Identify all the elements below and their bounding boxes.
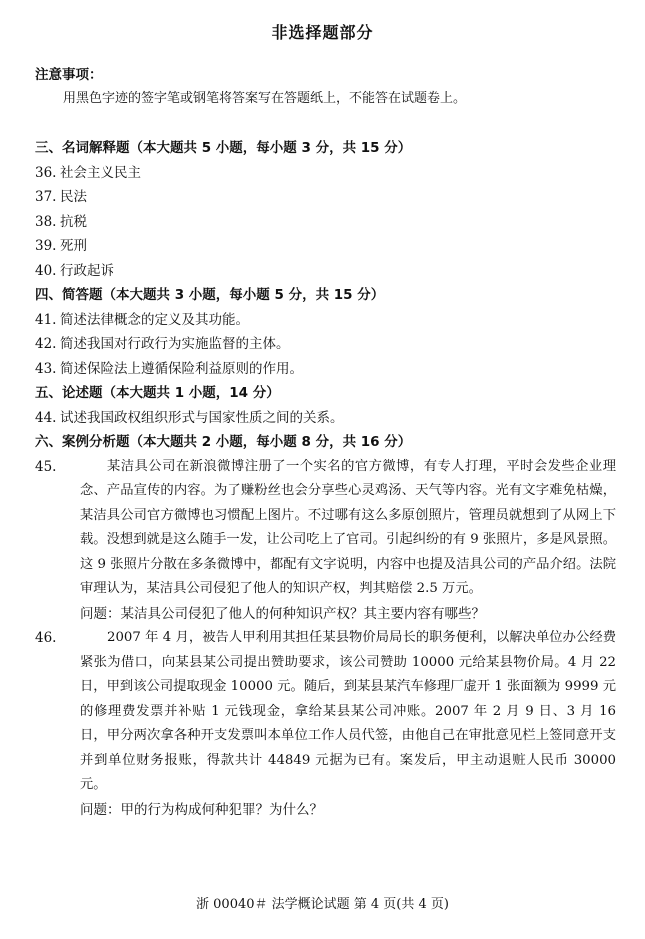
section-title: 四、简答题 xyxy=(35,287,103,303)
section-note: （本大题共 3 小题，每小题 5 分，共 15 分） xyxy=(102,287,385,303)
question-text: 死刑 xyxy=(60,238,87,254)
question-item xyxy=(35,357,617,382)
question-number: 40. xyxy=(35,262,57,279)
question-number: 42. xyxy=(35,336,57,352)
question-text: 民法 xyxy=(60,189,87,205)
question-number: 41. xyxy=(35,311,57,328)
question-number: 46. xyxy=(35,630,57,646)
case-text: 2007 年 4 月，被告人甲利用其担任某县物价局局长的职务便利，以解决单位办公经费紧张为借口，向某县某公司提出赞助要求，该公司赞助 10000 元给某县物价局。4 月 22 日，甲到该公司提取现金 10000 元。随后，到某县某汽车修理厂虚开 1 张面额为 9999 元的修理费发票并补贴 1 元钱现金，拿给某县某公司冲账。2007 年 2 月 9 日、3 月 16 日，甲分两次拿各种开支发票叫本单位工作人员代签，由他自己在审批意见栏上签同意开支并到单位财务报账，得款共计 44849 元据为已有。案发后，甲主动退赃人民币 30000 元。 xyxy=(80,630,616,792)
question-text: 简述法律概念的定义及其功能。 xyxy=(60,311,249,328)
question-item xyxy=(35,185,617,210)
case-prompt: 问题：甲的行为构成何种犯罪？为什么？ xyxy=(80,801,323,818)
page-title: 非选择题部分 xyxy=(271,23,374,42)
case-question xyxy=(35,455,617,627)
case-question xyxy=(35,626,617,822)
question-text: 简述我国对行政行为实施监督的主体。 xyxy=(60,336,290,352)
case-text: 某洁具公司在新浪微博注册了一个实名的官方微博，有专人打理，平时会发些企业理念、产品宣传的内容。为了赚粉丝也会分享些心灵鸡汤、天气等内容。光有文字难免枯燥，某洁具公司官方微博也习惯配上图片。不过哪有这么多原创照片，管理员就想到了从网上下载。没想到就是这么随手一发，让公司吃上了官司。引起纠纷的有 9 张照片，多是风景照。这 9 张照片分散在多条微博中，都配有文字说明，内容中也提及洁具公司的产品介绍。法院审理认为，某洁具公司侵犯了他人的知识产权，判其赔偿 2.5 万元。 xyxy=(80,458,616,596)
section-heading xyxy=(35,381,617,406)
section-note: （本大题共 5 小题，每小题 3 分，共 15 分） xyxy=(129,140,412,156)
question-text: 抗税 xyxy=(60,213,87,230)
question-text: 简述保险法上遵循保险利益原则的作用。 xyxy=(60,360,303,377)
section-heading xyxy=(35,136,617,161)
notice-body: 用黑色字迹的签字笔或钢笔将答案写在答题纸上，不能答在试题卷上。 xyxy=(63,91,467,106)
section-note: （本大题共 1 小题，14 分） xyxy=(102,385,280,401)
question-text: 试述我国政权组织形式与国家性质之间的关系。 xyxy=(60,409,344,426)
question-item xyxy=(35,406,617,431)
section-heading xyxy=(35,283,617,308)
question-number: 43. xyxy=(35,360,57,377)
section-title: 六、案例分析题 xyxy=(35,434,130,450)
question-number: 36. xyxy=(35,164,57,181)
question-number: 39. xyxy=(35,238,57,254)
question-item xyxy=(35,161,617,186)
question-number: 45. xyxy=(35,458,57,475)
question-item xyxy=(35,308,617,333)
section-note: （本大题共 2 小题，每小题 8 分，共 16 分） xyxy=(129,434,412,450)
question-number: 44. xyxy=(35,409,57,426)
question-item xyxy=(35,332,617,357)
question-item xyxy=(35,210,617,235)
section-title: 五、论述题 xyxy=(35,385,103,401)
question-number: 37. xyxy=(35,189,57,205)
question-number: 38. xyxy=(35,213,57,230)
notice-heading: 注意事项： xyxy=(35,67,103,83)
page-footer: 浙 00040＃ 法学概论试题 第 4 页(共 4 页) xyxy=(196,897,449,912)
question-text: 社会主义民主 xyxy=(60,164,141,181)
section-heading xyxy=(35,430,617,455)
question-item xyxy=(35,234,617,259)
question-item xyxy=(35,259,617,284)
case-prompt: 问题：某洁具公司侵犯了他人的何种知识产权？其主要内容有哪些？ xyxy=(80,605,485,622)
questions-content xyxy=(35,136,617,822)
question-text: 行政起诉 xyxy=(60,262,114,279)
section-title: 三、名词解释题 xyxy=(35,140,130,156)
